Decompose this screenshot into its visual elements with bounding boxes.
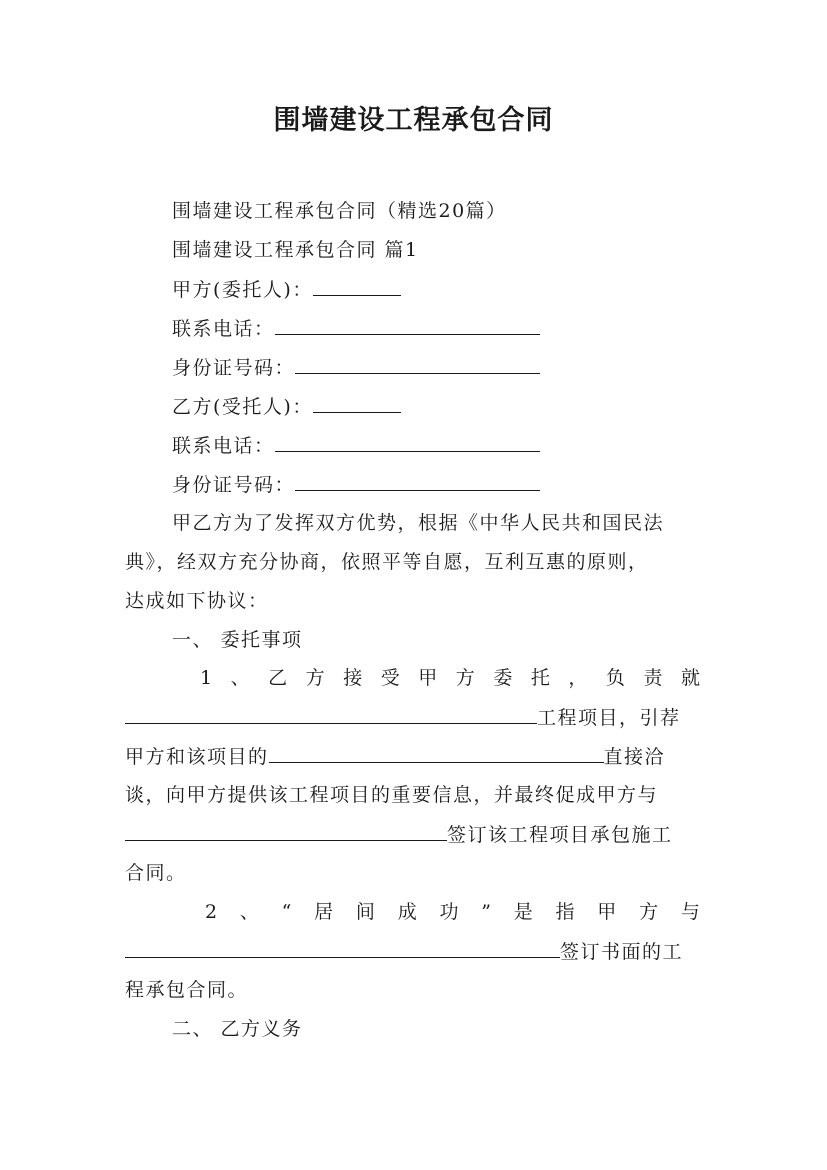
- party-b-id-row: [172, 471, 540, 498]
- spread-char: 2: [205, 901, 218, 923]
- item-1-line-5: [125, 821, 673, 848]
- party-a-label: 甲方(委托人)：: [172, 279, 313, 301]
- item-1-line-3: [125, 743, 665, 770]
- party-a-phone-row: [172, 315, 540, 342]
- item-1-line-6: 合同。: [125, 862, 187, 884]
- party-a-id-row: [172, 354, 540, 381]
- party-b-blank[interactable]: [313, 393, 401, 413]
- subtitle-line: 围墙建设工程承包合同（精选20篇）: [172, 200, 507, 222]
- party-a-phone-label: 联系电话：: [172, 318, 275, 340]
- item-1-line-4: 谈，向甲方提供该工程项目的重要信息，并最终促成甲方与: [125, 784, 659, 806]
- item-1-line-2-text: 工程项目，引荐: [537, 707, 681, 729]
- item-2-line-2-text: 签订书面的工: [560, 941, 684, 963]
- spread-char: 是: [513, 901, 533, 923]
- spread-char: 就: [680, 667, 700, 689]
- paragraph-line: 达成如下协议：: [125, 590, 269, 612]
- contractor-blank[interactable]: [125, 821, 447, 841]
- spread-char: 负: [605, 667, 625, 689]
- project-name-blank[interactable]: [125, 704, 537, 724]
- party-b-phone-label: 联系电话：: [172, 435, 275, 457]
- spread-char: 指: [555, 901, 575, 923]
- party-a-phone-blank[interactable]: [275, 315, 540, 335]
- section-heading-1: 一、 委托事项: [172, 629, 303, 651]
- item-1-first-line: [200, 665, 700, 691]
- section-heading: 围墙建设工程承包合同 篇1: [172, 239, 419, 261]
- spread-char: 1: [200, 667, 213, 689]
- spread-char: 间: [355, 901, 375, 923]
- spread-char: 甲: [418, 667, 438, 689]
- spread-char: 受: [380, 667, 400, 689]
- spread-char: 甲: [597, 901, 617, 923]
- section-heading-2: 二、 乙方义务: [172, 1018, 303, 1040]
- spread-char: 方: [305, 667, 325, 689]
- spread-char: 居: [314, 901, 334, 923]
- spread-char: 与: [680, 901, 700, 923]
- item-1-line-3-post: 直接洽: [603, 746, 666, 768]
- party-a-name-row: [172, 276, 401, 303]
- party-a-id-label: 身份证号码：: [172, 357, 296, 379]
- party-b-name-row: [172, 393, 401, 420]
- spread-char: ”: [481, 901, 491, 923]
- spread-char: 方: [455, 667, 475, 689]
- item-2-first-line: [205, 899, 700, 925]
- spread-char: 托: [530, 667, 550, 689]
- spread-char: 成: [397, 901, 417, 923]
- paragraph-line: 典》，经双方充分协商，依照平等自愿，互利互惠的原则，: [125, 551, 649, 573]
- item-2-line-3: 程承包合同。: [125, 979, 249, 1001]
- paragraph-line: 甲乙方为了发挥双方优势，根据《中华人民共和国民法: [172, 512, 665, 534]
- spread-char: 功: [439, 901, 459, 923]
- item-1-line-3-pre: 甲方和该项目的: [125, 746, 269, 768]
- signing-party-blank[interactable]: [125, 938, 560, 958]
- party-b-phone-blank[interactable]: [275, 432, 540, 452]
- spread-char: 、: [239, 901, 259, 923]
- spread-char: 委: [493, 667, 513, 689]
- party-a-blank[interactable]: [313, 276, 401, 296]
- spread-char: 乙: [268, 667, 288, 689]
- spread-char: “: [281, 901, 292, 923]
- spread-char: 接: [343, 667, 363, 689]
- party-b-label: 乙方(受托人)：: [172, 396, 313, 418]
- spread-char: 方: [639, 901, 659, 923]
- party-b-id-label: 身份证号码：: [172, 474, 296, 496]
- party-a-id-blank[interactable]: [295, 354, 540, 374]
- spread-char: 责: [643, 667, 663, 689]
- document-title: 围墙建设工程承包合同: [273, 105, 554, 136]
- project-party-blank[interactable]: [269, 743, 604, 763]
- party-b-id-blank[interactable]: [295, 471, 540, 491]
- spread-char: ，: [568, 667, 588, 689]
- spread-char: 、: [230, 667, 250, 689]
- item-1-line-5-text: 签订该工程项目承包施工: [447, 824, 673, 846]
- item-1-line-2: [125, 704, 681, 731]
- party-b-phone-row: [172, 432, 540, 459]
- item-2-line-2: [125, 938, 683, 965]
